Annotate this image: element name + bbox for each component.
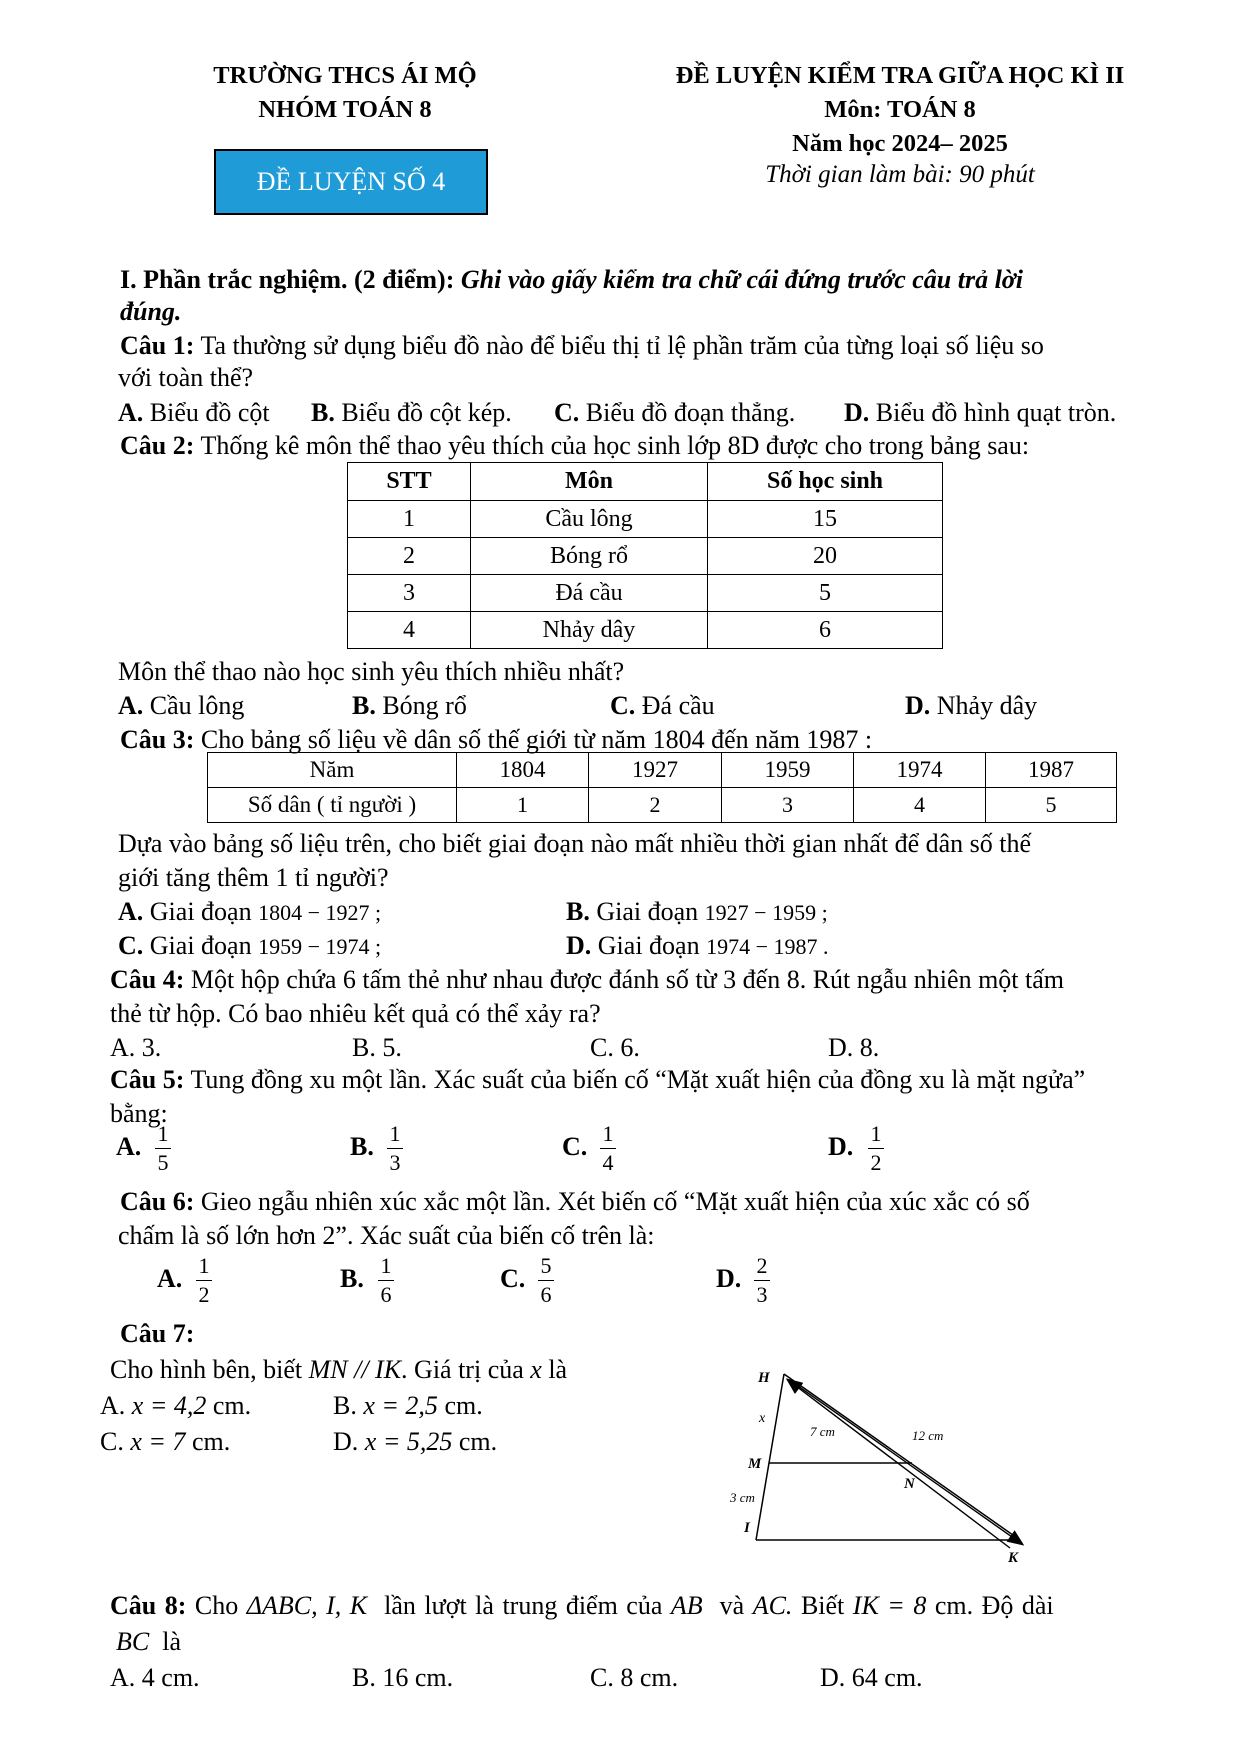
q4-label: Câu 4:	[110, 965, 185, 994]
table-cell: 1974	[854, 753, 986, 788]
q2-body: Thống kê môn thể thao yêu thích của học sinh lớp 8D được cho trong bảng sau:	[200, 431, 1030, 460]
q3-population-table	[207, 752, 1117, 823]
q7-option-d: D. x = 5,25 cm.	[333, 1427, 498, 1456]
table-header: Số học sinh	[708, 463, 943, 501]
table-cell: 1959	[722, 753, 854, 788]
q5-option-b-key: B.	[350, 1132, 374, 1161]
q2-sports-table	[347, 462, 943, 649]
label-hn-length: 7 cm	[810, 1424, 835, 1439]
q5-option-b-fraction: 1 3	[387, 1122, 403, 1175]
q8-text-cont: BC là	[116, 1627, 181, 1656]
q5-text-cont: bằng:	[110, 1099, 168, 1128]
table-cell: 1804	[457, 753, 589, 788]
q1-option-b: B. Biểu đồ cột kép.	[311, 398, 512, 427]
table-cell: Số dân ( tỉ người )	[208, 788, 457, 823]
table-row	[208, 788, 1117, 823]
table-row	[348, 501, 943, 538]
table-header-row	[348, 463, 943, 501]
table-cell: 4	[854, 788, 986, 823]
q5-option-d-key: D.	[828, 1132, 854, 1161]
q4-text	[110, 962, 1064, 998]
q5-text	[110, 1062, 1085, 1098]
q8-option-d: D. 64 cm.	[820, 1663, 923, 1692]
q3-option-d: D. Giai đoạn 1974 − 1987 .	[566, 931, 829, 960]
q2-option-a: A. Cầu lông	[118, 691, 245, 720]
q2-question: Môn thể thao nào học sinh yêu thích nhiều nhất?	[118, 657, 625, 686]
group-name: NHÓM TOÁN 8	[258, 96, 432, 123]
q8-option-a: A. 4 cm.	[110, 1663, 200, 1692]
table-cell: Nhảy dây	[471, 612, 708, 649]
subject: Môn: TOÁN 8	[824, 96, 976, 123]
label-hk-length: 12 cm	[912, 1428, 944, 1443]
section-1-label: I. Phần trắc nghiệm. (2 điểm):	[120, 265, 455, 294]
exam-time: Thời gian làm bài: 90 phút	[765, 161, 1035, 188]
label-h: H	[758, 1370, 770, 1386]
table-row	[348, 575, 943, 612]
table-cell: 5	[986, 788, 1117, 823]
q7-text: Cho hình bên, biết MN // IK. Giá trị của x là	[110, 1355, 568, 1384]
q7-option-b: B. x = 2,5 cm.	[333, 1391, 483, 1420]
section-1-instruction-cont: đúng.	[120, 297, 182, 326]
q6-option-c-key: C.	[500, 1264, 526, 1293]
table-cell: 2	[589, 788, 722, 823]
q5-option-a-fraction: 1 5	[155, 1122, 171, 1175]
q3-question-cont: giới tăng thêm 1 tỉ người?	[118, 863, 389, 892]
table-cell: 5	[708, 575, 943, 612]
table-header: Môn	[471, 463, 708, 501]
q2-option-b: B. Bóng rổ	[352, 691, 467, 720]
q6-text-cont: chấm là số lớn hơn 2”. Xác suất của biến cố trên là:	[118, 1221, 655, 1250]
table-cell: 1	[348, 501, 471, 538]
side-hk	[784, 1374, 1020, 1540]
q6-option-b-fraction: 1 6	[378, 1254, 394, 1307]
q5-option-a-key: A.	[116, 1132, 142, 1161]
exam-title: ĐỀ LUYỆN KIỂM TRA GIỮA HỌC KÌ II	[675, 62, 1125, 89]
q2-option-c: C. Đá cầu	[610, 691, 715, 720]
table-cell: 4	[348, 612, 471, 649]
q3-option-b: B. Giai đoạn 1927 − 1959 ;	[566, 897, 828, 926]
table-cell: 15	[708, 501, 943, 538]
q3-option-c: C. Giai đoạn 1959 − 1974 ;	[118, 931, 382, 960]
exam-number-badge	[214, 149, 488, 215]
q7-option-a: A. x = 4,2 cm.	[100, 1391, 252, 1420]
q5-option-c-key: C.	[562, 1132, 588, 1161]
q1-option-a: A. Biểu đồ cột	[118, 398, 270, 427]
table-cell: 6	[708, 612, 943, 649]
q1-option-c: C. Biểu đồ đoạn thẳng.	[554, 398, 796, 427]
badge-text: ĐỀ LUYỆN SỐ 4	[256, 167, 446, 196]
q4-option-b: B. 5.	[352, 1033, 402, 1062]
q4-option-a: A. 3.	[110, 1033, 162, 1062]
section-1-instruction: Ghi vào giấy kiểm tra chữ cái đứng trước câu trả lời	[460, 265, 1023, 294]
q6-text	[120, 1184, 1030, 1220]
q8-option-c: C. 8 cm.	[590, 1663, 679, 1692]
table-cell: 1987	[986, 753, 1117, 788]
label-mi-length: 3 cm	[730, 1490, 755, 1505]
table-cell: Bóng rổ	[471, 538, 708, 575]
q4-option-d: D. 8.	[828, 1033, 880, 1062]
q1-option-d: D. Biểu đồ hình quạt tròn.	[844, 398, 1117, 427]
q3-question: Dựa vào bảng số liệu trên, cho biết giai đoạn nào mất nhiều thời gian nhất để dân số thế	[118, 829, 1032, 858]
q6-option-d-fraction: 2 3	[754, 1254, 770, 1307]
school-name: TRƯỜNG THCS ÁI MỘ	[213, 62, 477, 89]
q1-body: Ta thường sử dụng biểu đồ nào để biểu thị tỉ lệ phần trăm của từng loại số liệu so	[200, 331, 1044, 360]
q6-option-a-key: A.	[157, 1264, 183, 1293]
label-k: K	[1008, 1550, 1019, 1566]
q7-triangle-figure	[680, 1360, 1060, 1570]
table-row	[208, 753, 1117, 788]
q8-option-b: B. 16 cm.	[352, 1663, 454, 1692]
label-i: I	[744, 1520, 750, 1536]
q6-body: Gieo ngẫu nhiên xúc xắc một lần. Xét biến cố “Mặt xuất hiện của xúc xắc có số	[200, 1187, 1030, 1216]
label-n: N	[904, 1476, 915, 1492]
q5-option-d-fraction: 1 2	[868, 1122, 884, 1175]
q3-option-a: A. Giai đoạn 1804 − 1927 ;	[118, 897, 382, 926]
section-1-heading	[120, 262, 1023, 298]
q1-text	[120, 328, 1044, 364]
q8-label: Câu 8:	[110, 1591, 187, 1620]
q3-label: Câu 3:	[120, 725, 195, 754]
q5-option-c-fraction: 1 4	[600, 1122, 616, 1175]
q2-label: Câu 2:	[120, 431, 195, 460]
q6-option-d-key: D.	[716, 1264, 742, 1293]
table-cell: 1	[457, 788, 589, 823]
q5-body: Tung đồng xu một lần. Xác suất của biến cố “Mặt xuất hiện của đồng xu là mặt ngửa”	[190, 1065, 1086, 1094]
q8-text: Câu 8: Cho ΔABC, I, K lần lượt là trung điểm của AB và AC. Biết IK = 8 cm. Độ dài	[110, 1591, 1054, 1620]
q1-text-cont: với toàn thể?	[118, 363, 254, 392]
table-cell: 3	[348, 575, 471, 612]
table-row	[348, 538, 943, 575]
table-cell: 2	[348, 538, 471, 575]
measure-arrow-to-h	[788, 1380, 1010, 1548]
table-cell: 3	[722, 788, 854, 823]
q2-option-d: D. Nhảy dây	[905, 691, 1038, 720]
school-year: Năm học 2024– 2025	[792, 130, 1008, 157]
q2-text	[120, 428, 1029, 464]
q7-option-c: C. x = 7 cm.	[100, 1427, 231, 1456]
q7-label: Câu 7:	[120, 1319, 195, 1348]
q6-option-b-key: B.	[340, 1264, 364, 1293]
q5-label: Câu 5:	[110, 1065, 185, 1094]
table-cell: Năm	[208, 753, 457, 788]
q4-text-cont: thẻ từ hộp. Có bao nhiêu kết quả có thể xảy ra?	[110, 999, 601, 1028]
q3-body: Cho bảng số liệu về dân số thế giới từ năm 1804 đến năm 1987 :	[200, 725, 873, 754]
table-cell: 1927	[589, 753, 722, 788]
q4-option-c: C. 6.	[590, 1033, 640, 1062]
table-header: STT	[348, 463, 471, 501]
q1-label: Câu 1:	[120, 331, 195, 360]
q6-label: Câu 6:	[120, 1187, 195, 1216]
label-x: x	[759, 1411, 766, 1426]
q6-option-a-fraction: 1 2	[196, 1254, 212, 1307]
table-row	[348, 612, 943, 649]
table-cell: Đá cầu	[471, 575, 708, 612]
table-cell: Cầu lông	[471, 501, 708, 538]
measure-arrow-to-k	[798, 1386, 1022, 1544]
q4-body: Một hộp chứa 6 tấm thẻ như nhau được đánh số từ 3 đến 8. Rút ngẫu nhiên một tấm	[190, 965, 1065, 994]
q6-option-c-fraction: 5 6	[538, 1254, 554, 1307]
label-m: M	[748, 1456, 762, 1472]
table-cell: 20	[708, 538, 943, 575]
